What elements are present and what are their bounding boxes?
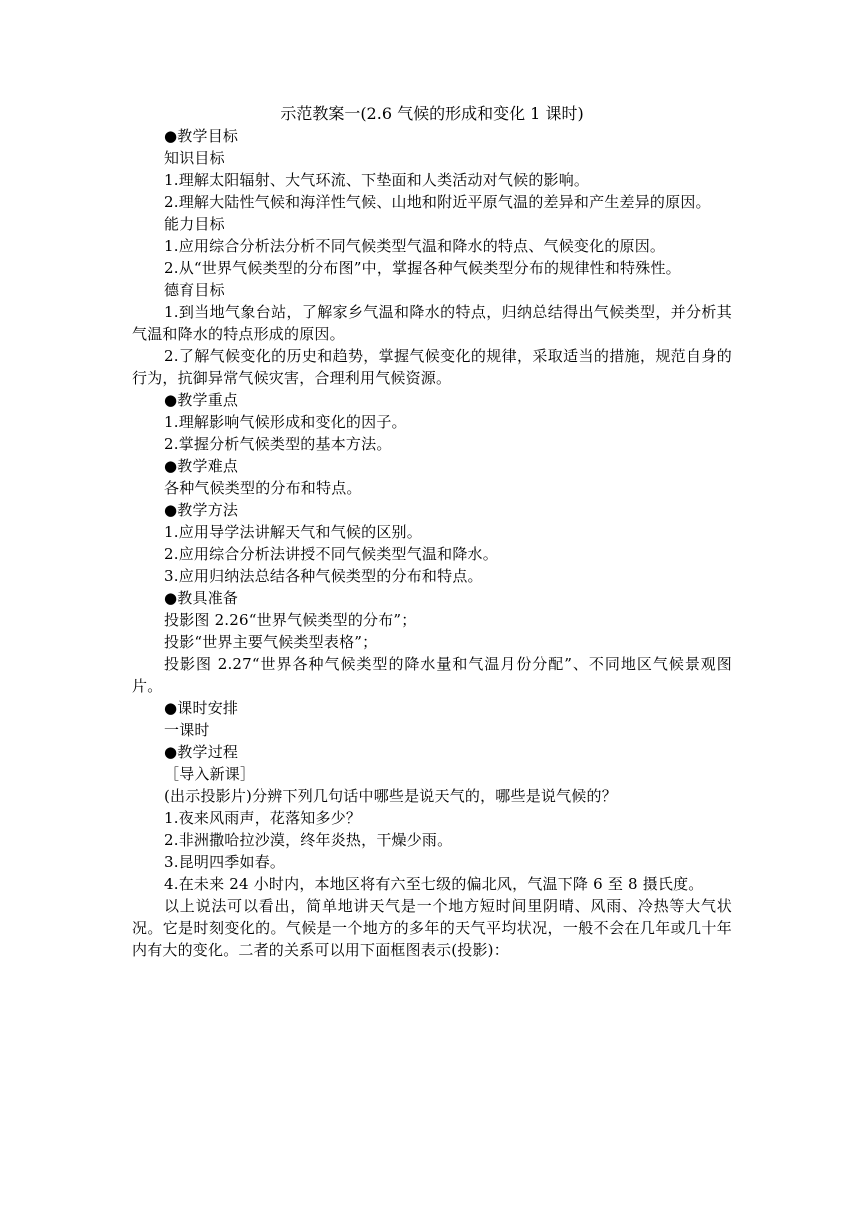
paragraph: 2.了解气候变化的历史和趋势，掌握气候变化的规律，采取适当的措施，规范自身的行为，抗御异常气候灾害，合理利用气候资源。 (132, 347, 732, 387)
paragraph: 2.掌握分析气候类型的基本方法。 (164, 435, 392, 453)
subsection-heading: 德育目标 (164, 281, 225, 299)
section-heading: ●教学难点 (164, 457, 239, 475)
paragraph: 1.到当地气象台站，了解家乡气温和降水的特点，归纳总结得出气候类型，并分析其气温和降水的特点形成的原因。 (132, 303, 732, 343)
paragraph: 2.理解大陆性气候和海洋性气候、山地和附近平原气温的差异和产生差异的原因。 (164, 193, 711, 211)
paragraph: 1.理解太阳辐射、大气环流、下垫面和人类活动对气候的影响。 (164, 171, 590, 189)
paragraph: 1.夜来风雨声，花落知多少？ (164, 809, 362, 827)
subsection-heading: 能力目标 (164, 215, 225, 233)
paragraph: 以上说法可以看出，简单地讲天气是一个地方短时间里阴晴、风雨、冷热等大气状况。它是时刻变化的。气候是一个地方的多年的天气平均状况，一般不会在几年或几十年内有大的变化。二者的关系可以用下面框图表示(投影)： (132, 897, 732, 959)
paragraph: 2.从“世界气候类型的分布图”中，掌握各种气候类型分布的规律性和特殊性。 (164, 259, 681, 277)
paragraph: 1.应用综合分析法分析不同气候类型气温和降水的特点、气候变化的原因。 (164, 237, 666, 255)
paragraph: 1.应用导学法讲解天气和气候的区别。 (164, 523, 422, 541)
document-body (132, 125, 732, 961)
document-page (132, 103, 732, 961)
paragraph: 投影图 2.27“世界各种气候类型的降水量和气温月份分配”、不同地区气候景观图片。 (132, 655, 732, 695)
paragraph: ［导入新课］ (164, 765, 256, 783)
section-heading: ●教具准备 (164, 589, 239, 607)
paragraph: 各种气候类型的分布和特点。 (164, 479, 362, 497)
section-heading: ●教学方法 (164, 501, 239, 519)
paragraph: (出示投影片)分辨下列几句话中哪些是说天气的，哪些是说气候的？ (164, 787, 617, 805)
paragraph: 2.应用综合分析法讲授不同气候类型气温和降水。 (164, 545, 498, 563)
paragraph: 投影“世界主要气候类型表格”； (164, 633, 378, 651)
section-heading: ●课时安排 (164, 699, 239, 717)
document-title: 示范教案一(2.6 气候的形成和变化 1 课时) (280, 104, 584, 123)
paragraph: 3.昆明四季如春。 (164, 853, 286, 871)
section-heading: ●教学目标 (164, 127, 239, 145)
paragraph: 3.应用归纳法总结各种气候类型的分布和特点。 (164, 567, 483, 585)
paragraph: 一课时 (164, 721, 210, 739)
section-heading: ●教学重点 (164, 391, 239, 409)
section-heading: ●教学过程 (164, 743, 239, 761)
subsection-heading: 知识目标 (164, 149, 225, 167)
paragraph: 2.非洲撒哈拉沙漠，终年炎热，干燥少雨。 (164, 831, 453, 849)
paragraph: 4.在未来 24 小时内，本地区将有六至七级的偏北风，气温下降 6 至 8 摄氏度。 (164, 875, 704, 893)
paragraph: 1.理解影响气候形成和变化的因子。 (164, 413, 407, 431)
paragraph: 投影图 2.26“世界气候类型的分布”； (164, 611, 417, 629)
